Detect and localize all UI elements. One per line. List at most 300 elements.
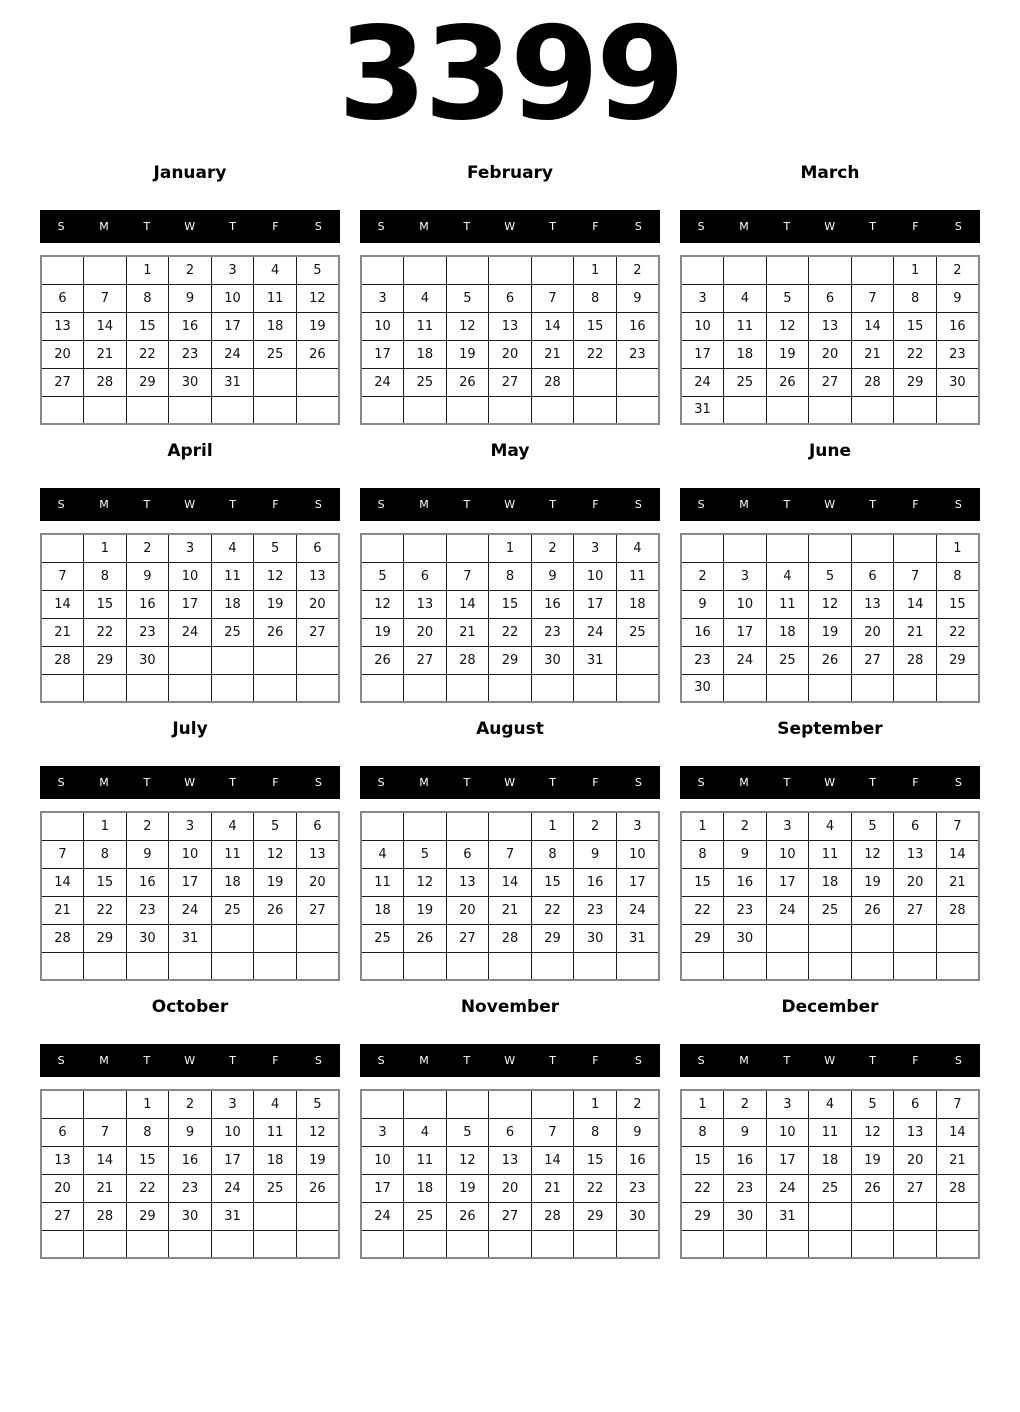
dow-label: S xyxy=(697,1054,706,1067)
empty-day-cell xyxy=(211,924,254,952)
day-grid xyxy=(360,1089,660,1259)
dow-label: W xyxy=(504,1054,516,1067)
week-row xyxy=(361,590,659,618)
day-cell: 3 xyxy=(361,284,404,312)
day-cell: 8 xyxy=(489,562,532,590)
day-cell: 19 xyxy=(446,340,489,368)
day-cell: 22 xyxy=(489,618,532,646)
day-cell: 22 xyxy=(574,340,617,368)
day-cell: 24 xyxy=(169,618,212,646)
day-cell: 1 xyxy=(489,534,532,562)
dow-label: S xyxy=(954,1054,963,1067)
day-cell: 3 xyxy=(574,534,617,562)
day-grid xyxy=(680,255,980,425)
empty-day-cell xyxy=(489,952,532,980)
day-cell: 21 xyxy=(936,868,979,896)
dow-label: T xyxy=(143,220,151,233)
empty-day-cell xyxy=(41,396,84,424)
day-cell: 18 xyxy=(211,868,254,896)
day-cell: 3 xyxy=(766,812,809,840)
day-cell: 15 xyxy=(894,312,937,340)
day-cell: 23 xyxy=(531,618,574,646)
day-grid xyxy=(680,1089,980,1259)
day-cell: 12 xyxy=(446,312,489,340)
day-cell: 13 xyxy=(894,840,937,868)
day-cell: 27 xyxy=(894,896,937,924)
empty-day-cell xyxy=(254,396,297,424)
week-row xyxy=(361,618,659,646)
day-cell: 12 xyxy=(851,840,894,868)
week-row xyxy=(41,1202,339,1230)
week-row xyxy=(681,562,979,590)
month-title: April xyxy=(167,441,213,461)
day-cell: 31 xyxy=(766,1202,809,1230)
day-cell: 1 xyxy=(126,256,169,284)
month-title: June xyxy=(808,441,852,461)
day-cell: 11 xyxy=(809,840,852,868)
day-cell: 25 xyxy=(211,896,254,924)
empty-day-cell xyxy=(766,256,809,284)
dow-label: M xyxy=(99,498,110,511)
day-cell: 6 xyxy=(894,812,937,840)
day-cell: 19 xyxy=(404,896,447,924)
month-title: July xyxy=(172,719,208,739)
dow-label: T xyxy=(549,220,557,233)
empty-day-cell xyxy=(809,396,852,424)
day-cell: 6 xyxy=(809,284,852,312)
day-grid xyxy=(360,533,660,703)
day-grid xyxy=(680,533,980,703)
empty-day-cell xyxy=(851,256,894,284)
day-cell: 18 xyxy=(254,1146,297,1174)
day-cell: 15 xyxy=(84,590,127,618)
month-title: November xyxy=(460,997,560,1017)
empty-day-cell xyxy=(531,396,574,424)
dow-label: T xyxy=(869,220,877,233)
day-cell: 16 xyxy=(681,618,724,646)
dow-header xyxy=(680,488,980,521)
dow-label: T xyxy=(463,1054,471,1067)
day-cell: 2 xyxy=(169,256,212,284)
day-cell: 27 xyxy=(296,618,339,646)
day-cell: 27 xyxy=(809,368,852,396)
day-cell: 26 xyxy=(254,896,297,924)
day-cell: 5 xyxy=(809,562,852,590)
dow-header xyxy=(40,488,340,521)
day-cell: 27 xyxy=(489,368,532,396)
week-row xyxy=(681,618,979,646)
day-cell: 4 xyxy=(211,534,254,562)
empty-day-cell xyxy=(296,396,339,424)
dow-label: F xyxy=(592,220,600,233)
empty-day-cell xyxy=(531,952,574,980)
day-cell: 26 xyxy=(809,646,852,674)
day-cell: 6 xyxy=(446,840,489,868)
week-row xyxy=(361,952,659,980)
day-cell: 28 xyxy=(851,368,894,396)
day-cell: 23 xyxy=(126,896,169,924)
empty-day-cell xyxy=(84,1090,127,1118)
day-cell: 23 xyxy=(169,340,212,368)
week-row xyxy=(681,1118,979,1146)
week-row xyxy=(681,312,979,340)
empty-day-cell xyxy=(254,1230,297,1258)
month-block xyxy=(360,441,660,703)
day-cell: 5 xyxy=(446,284,489,312)
week-row xyxy=(41,924,339,952)
day-cell: 25 xyxy=(404,1202,447,1230)
day-cell: 4 xyxy=(616,534,659,562)
empty-day-cell xyxy=(894,534,937,562)
dow-label: T xyxy=(463,498,471,511)
day-cell: 29 xyxy=(574,1202,617,1230)
week-row xyxy=(361,396,659,424)
month-title: February xyxy=(466,163,554,183)
week-row xyxy=(681,924,979,952)
day-cell: 6 xyxy=(41,1118,84,1146)
dow-header xyxy=(40,210,340,243)
day-cell: 28 xyxy=(936,1174,979,1202)
empty-day-cell xyxy=(84,674,127,702)
day-cell: 2 xyxy=(616,1090,659,1118)
day-cell: 22 xyxy=(681,1174,724,1202)
day-cell: 31 xyxy=(616,924,659,952)
day-cell: 9 xyxy=(724,840,767,868)
day-grid xyxy=(360,255,660,425)
day-cell: 29 xyxy=(126,1202,169,1230)
day-cell: 5 xyxy=(851,812,894,840)
day-cell: 4 xyxy=(404,1118,447,1146)
dow-label: T xyxy=(783,498,791,511)
day-cell: 18 xyxy=(616,590,659,618)
dow-label: S xyxy=(314,220,323,233)
dow-label: S xyxy=(634,776,643,789)
week-row xyxy=(681,1146,979,1174)
empty-day-cell xyxy=(211,396,254,424)
week-row xyxy=(681,284,979,312)
day-cell: 30 xyxy=(531,646,574,674)
day-cell: 17 xyxy=(616,868,659,896)
day-cell: 21 xyxy=(531,340,574,368)
dow-header xyxy=(40,766,340,799)
dow-label: F xyxy=(592,1054,600,1067)
week-row xyxy=(41,256,339,284)
empty-day-cell xyxy=(404,1090,447,1118)
day-cell: 17 xyxy=(361,1174,404,1202)
day-cell: 17 xyxy=(211,312,254,340)
dow-label: S xyxy=(697,220,706,233)
week-row xyxy=(681,1174,979,1202)
day-cell: 21 xyxy=(41,896,84,924)
empty-day-cell xyxy=(574,1230,617,1258)
day-cell: 24 xyxy=(724,646,767,674)
day-cell: 19 xyxy=(446,1174,489,1202)
empty-day-cell xyxy=(361,674,404,702)
day-cell: 2 xyxy=(724,812,767,840)
day-cell: 18 xyxy=(724,340,767,368)
day-cell: 27 xyxy=(851,646,894,674)
day-cell: 25 xyxy=(211,618,254,646)
month-title: September xyxy=(777,719,883,739)
day-cell: 17 xyxy=(361,340,404,368)
dow-header xyxy=(360,488,660,521)
dow-label: F xyxy=(912,776,920,789)
week-row xyxy=(361,312,659,340)
empty-day-cell xyxy=(766,396,809,424)
dow-label: S xyxy=(57,776,66,789)
day-cell: 8 xyxy=(574,284,617,312)
day-cell: 5 xyxy=(361,562,404,590)
week-row xyxy=(361,256,659,284)
empty-day-cell xyxy=(489,396,532,424)
day-cell: 27 xyxy=(41,1202,84,1230)
day-cell: 4 xyxy=(724,284,767,312)
day-cell: 10 xyxy=(169,562,212,590)
day-cell: 27 xyxy=(41,368,84,396)
week-row xyxy=(681,674,979,702)
dow-label: T xyxy=(143,776,151,789)
day-cell: 5 xyxy=(254,534,297,562)
day-cell: 25 xyxy=(254,340,297,368)
day-cell: 2 xyxy=(126,534,169,562)
week-row xyxy=(41,340,339,368)
day-cell: 4 xyxy=(254,256,297,284)
day-cell: 26 xyxy=(766,368,809,396)
empty-day-cell xyxy=(169,646,212,674)
week-row xyxy=(41,896,339,924)
empty-day-cell xyxy=(936,1230,979,1258)
empty-day-cell xyxy=(169,674,212,702)
day-cell: 2 xyxy=(169,1090,212,1118)
day-cell: 18 xyxy=(404,340,447,368)
week-row xyxy=(681,1202,979,1230)
dow-label: W xyxy=(824,1054,836,1067)
day-cell: 3 xyxy=(724,562,767,590)
day-cell: 5 xyxy=(254,812,297,840)
day-cell: 20 xyxy=(41,1174,84,1202)
day-cell: 20 xyxy=(489,340,532,368)
day-cell: 28 xyxy=(531,1202,574,1230)
day-cell: 10 xyxy=(766,840,809,868)
empty-day-cell xyxy=(894,396,937,424)
day-cell: 11 xyxy=(766,590,809,618)
day-cell: 10 xyxy=(724,590,767,618)
day-cell: 7 xyxy=(851,284,894,312)
empty-day-cell xyxy=(84,256,127,284)
week-row xyxy=(41,1090,339,1118)
day-cell: 27 xyxy=(446,924,489,952)
empty-day-cell xyxy=(126,952,169,980)
day-cell: 30 xyxy=(724,924,767,952)
day-cell: 16 xyxy=(531,590,574,618)
day-cell: 5 xyxy=(296,1090,339,1118)
day-cell: 25 xyxy=(254,1174,297,1202)
day-cell: 1 xyxy=(574,256,617,284)
empty-day-cell xyxy=(851,674,894,702)
dow-label: S xyxy=(314,776,323,789)
dow-label: M xyxy=(419,220,430,233)
day-cell: 5 xyxy=(766,284,809,312)
day-cell: 6 xyxy=(489,1118,532,1146)
empty-day-cell xyxy=(894,1230,937,1258)
week-row xyxy=(41,952,339,980)
day-cell: 3 xyxy=(616,812,659,840)
month-block xyxy=(40,997,340,1259)
dow-label: F xyxy=(592,498,600,511)
day-cell: 31 xyxy=(211,368,254,396)
day-cell: 19 xyxy=(809,618,852,646)
day-cell: 15 xyxy=(84,868,127,896)
day-cell: 14 xyxy=(489,868,532,896)
day-cell: 29 xyxy=(531,924,574,952)
day-cell: 1 xyxy=(531,812,574,840)
empty-day-cell xyxy=(809,674,852,702)
empty-day-cell xyxy=(574,396,617,424)
week-row xyxy=(41,840,339,868)
empty-day-cell xyxy=(681,1230,724,1258)
empty-day-cell xyxy=(724,1230,767,1258)
day-cell: 30 xyxy=(126,646,169,674)
day-cell: 26 xyxy=(446,368,489,396)
week-row xyxy=(361,340,659,368)
day-cell: 15 xyxy=(681,868,724,896)
day-cell: 26 xyxy=(296,340,339,368)
day-cell: 7 xyxy=(531,284,574,312)
empty-day-cell xyxy=(211,674,254,702)
week-row xyxy=(681,952,979,980)
day-cell: 10 xyxy=(361,312,404,340)
day-cell: 24 xyxy=(169,896,212,924)
day-cell: 21 xyxy=(41,618,84,646)
day-cell: 26 xyxy=(254,618,297,646)
day-cell: 12 xyxy=(254,840,297,868)
day-cell: 7 xyxy=(446,562,489,590)
day-cell: 17 xyxy=(766,1146,809,1174)
empty-day-cell xyxy=(254,952,297,980)
day-cell: 28 xyxy=(84,368,127,396)
dow-label: S xyxy=(314,498,323,511)
day-cell: 27 xyxy=(489,1202,532,1230)
dow-label: S xyxy=(377,498,386,511)
day-cell: 7 xyxy=(41,562,84,590)
day-cell: 20 xyxy=(894,1146,937,1174)
month-block xyxy=(40,163,340,425)
empty-day-cell xyxy=(809,1202,852,1230)
day-cell: 4 xyxy=(766,562,809,590)
day-cell: 21 xyxy=(894,618,937,646)
empty-day-cell xyxy=(851,534,894,562)
empty-day-cell xyxy=(851,396,894,424)
day-cell: 9 xyxy=(126,562,169,590)
day-cell: 23 xyxy=(616,1174,659,1202)
day-cell: 2 xyxy=(574,812,617,840)
day-cell: 28 xyxy=(41,646,84,674)
dow-label: T xyxy=(549,776,557,789)
day-cell: 17 xyxy=(169,868,212,896)
dow-label: M xyxy=(739,498,750,511)
empty-day-cell xyxy=(809,952,852,980)
empty-day-cell xyxy=(84,1230,127,1258)
dow-label: S xyxy=(697,776,706,789)
week-row xyxy=(41,1118,339,1146)
day-cell: 10 xyxy=(361,1146,404,1174)
month-block xyxy=(680,719,980,981)
empty-day-cell xyxy=(41,674,84,702)
dow-label: S xyxy=(57,220,66,233)
day-grid xyxy=(40,811,340,981)
months-grid xyxy=(40,163,980,1259)
empty-day-cell xyxy=(936,1202,979,1230)
day-cell: 11 xyxy=(361,868,404,896)
day-cell: 29 xyxy=(84,924,127,952)
day-cell: 30 xyxy=(724,1202,767,1230)
dow-label: W xyxy=(824,776,836,789)
dow-label: T xyxy=(463,776,471,789)
day-cell: 14 xyxy=(936,1118,979,1146)
week-row xyxy=(361,368,659,396)
day-cell: 18 xyxy=(766,618,809,646)
day-cell: 19 xyxy=(766,340,809,368)
day-cell: 19 xyxy=(254,590,297,618)
day-cell: 4 xyxy=(809,1090,852,1118)
day-grid xyxy=(40,255,340,425)
empty-day-cell xyxy=(724,952,767,980)
week-row xyxy=(361,812,659,840)
dow-label: M xyxy=(419,498,430,511)
day-cell: 14 xyxy=(531,1146,574,1174)
day-cell: 21 xyxy=(84,340,127,368)
dow-header xyxy=(360,1044,660,1077)
dow-label: M xyxy=(419,776,430,789)
day-cell: 13 xyxy=(296,840,339,868)
day-cell: 8 xyxy=(84,840,127,868)
day-cell: 25 xyxy=(404,368,447,396)
empty-day-cell xyxy=(126,1230,169,1258)
day-cell: 11 xyxy=(724,312,767,340)
dow-label: W xyxy=(184,498,196,511)
dow-label: W xyxy=(184,220,196,233)
dow-label: T xyxy=(229,776,237,789)
day-cell: 9 xyxy=(574,840,617,868)
day-cell: 3 xyxy=(211,1090,254,1118)
empty-day-cell xyxy=(41,952,84,980)
week-row xyxy=(361,840,659,868)
day-cell: 28 xyxy=(41,924,84,952)
dow-label: T xyxy=(229,220,237,233)
empty-day-cell xyxy=(531,256,574,284)
dow-label: F xyxy=(272,776,280,789)
day-cell: 4 xyxy=(254,1090,297,1118)
day-cell: 7 xyxy=(84,1118,127,1146)
empty-day-cell xyxy=(404,812,447,840)
day-cell: 25 xyxy=(361,924,404,952)
day-cell: 6 xyxy=(41,284,84,312)
empty-day-cell xyxy=(41,1230,84,1258)
dow-label: M xyxy=(739,1054,750,1067)
day-cell: 10 xyxy=(766,1118,809,1146)
day-cell: 19 xyxy=(254,868,297,896)
day-cell: 1 xyxy=(84,812,127,840)
dow-label: W xyxy=(504,220,516,233)
day-cell: 6 xyxy=(404,562,447,590)
dow-label: S xyxy=(954,776,963,789)
empty-day-cell xyxy=(404,256,447,284)
month-title: December xyxy=(781,997,879,1017)
day-cell: 5 xyxy=(851,1090,894,1118)
dow-label: T xyxy=(463,220,471,233)
day-cell: 3 xyxy=(766,1090,809,1118)
empty-day-cell xyxy=(361,812,404,840)
